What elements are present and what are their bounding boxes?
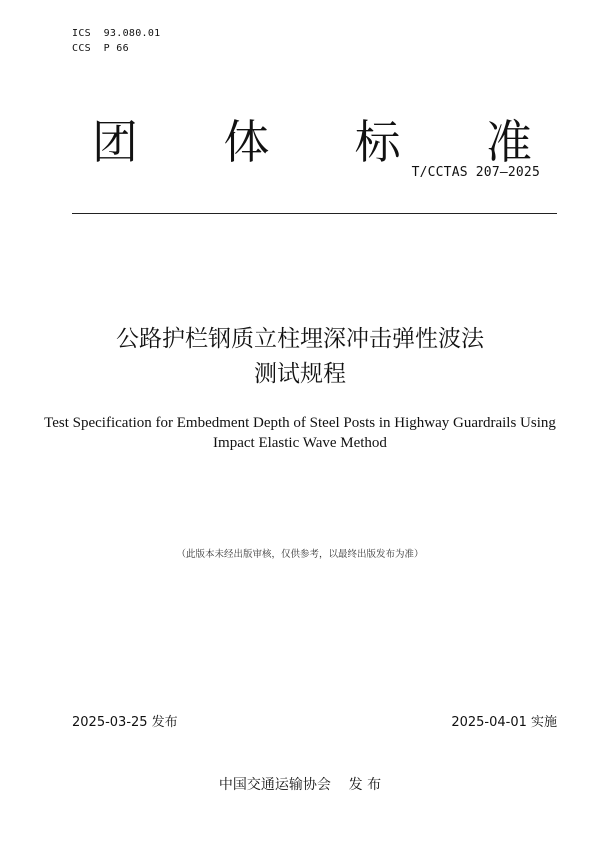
title-chinese-line-2: 测试规程	[254, 361, 346, 387]
title-english-line-1: Test Specification for Embedment Depth of Steel Posts in Highway Guardrails Using	[44, 415, 556, 431]
title-chinese-line-1: 公路护栏钢质立柱埋深冲击弹性波法	[116, 326, 484, 352]
ccs-code: CCS P 66	[72, 43, 129, 54]
publisher: 中国交通运输协会 发 布	[218, 777, 382, 793]
standard-type-char-2: 体	[223, 115, 270, 169]
standard-type-char-1: 团	[92, 115, 138, 169]
standard-type-char-4: 准	[485, 115, 532, 169]
standard-type-heading	[92, 114, 532, 170]
effective-date: 2025-04-01 实施	[451, 715, 557, 730]
title-english-line-2: Impact Elastic Wave Method	[213, 435, 387, 451]
standard-type-char-3: 标	[354, 115, 401, 169]
header-divider	[72, 213, 557, 214]
standard-number: T/CCTAS 207—2025	[411, 165, 540, 180]
ics-code: ICS 93.080.01	[72, 28, 161, 39]
issue-date: 2025-03-25 发布	[72, 715, 178, 730]
draft-notice: （此版本未经出版审核，仅供参考，以最终出版发布为准）	[176, 549, 424, 560]
classification-codes	[72, 26, 161, 56]
